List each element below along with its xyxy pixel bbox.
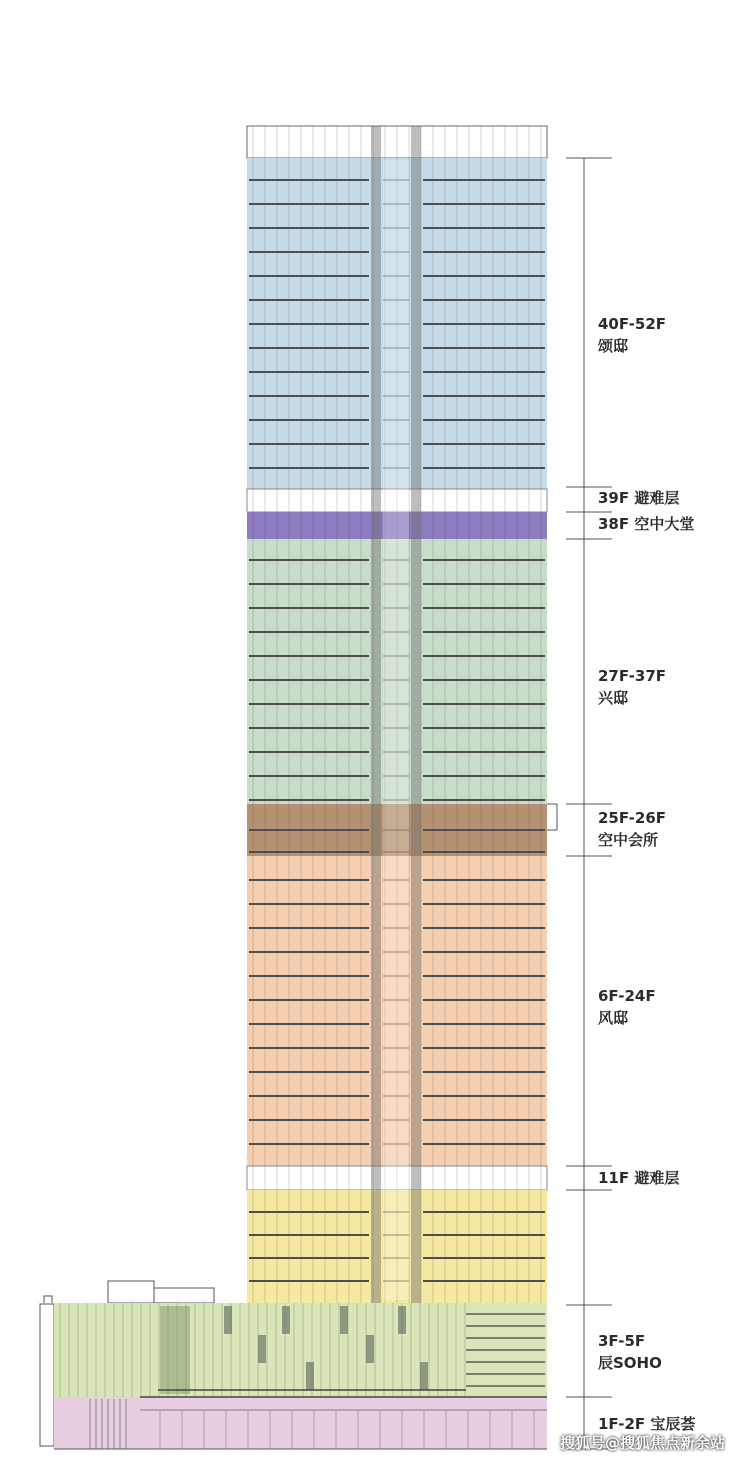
podium-panel bbox=[160, 1306, 190, 1394]
core-glazing bbox=[383, 160, 409, 1300]
podium-window bbox=[398, 1306, 406, 1334]
podium-window bbox=[224, 1306, 232, 1334]
zone-floors: 38F 空中大堂 bbox=[598, 515, 695, 533]
zone-floors: 27F-37F bbox=[598, 667, 667, 685]
zone-label-27-37 bbox=[598, 665, 666, 709]
zone-label-6-24 bbox=[598, 985, 656, 1029]
zone-name: 颂邸 bbox=[598, 337, 629, 355]
watermark: 搜狐号@搜狐焦点新余站 bbox=[560, 1434, 726, 1452]
zone-label-25-26 bbox=[598, 807, 666, 851]
podium-window bbox=[258, 1335, 266, 1363]
core-column bbox=[371, 126, 381, 1303]
zone-floors: 39F 避难层 bbox=[598, 489, 680, 507]
podium-window bbox=[340, 1306, 348, 1334]
podium-window bbox=[420, 1362, 428, 1390]
zone-name: 辰SOHO bbox=[598, 1354, 662, 1372]
zone-name: 风邸 bbox=[598, 1009, 629, 1027]
zone-label-40-52 bbox=[598, 313, 666, 357]
zone-floors: 11F 避难层 bbox=[598, 1169, 680, 1187]
zone-floors: 25F-26F bbox=[598, 809, 667, 827]
zone-label-3-5 bbox=[598, 1330, 662, 1374]
podium-window bbox=[306, 1362, 314, 1390]
zone-floors: 3F-5F bbox=[598, 1332, 646, 1350]
zone-label-39 bbox=[598, 487, 679, 509]
zone-name: 空中会所 bbox=[598, 831, 659, 849]
core-column bbox=[411, 126, 421, 1303]
zone-label-38 bbox=[598, 513, 694, 535]
zone-floors: 1F-2F 宝辰荟 bbox=[598, 1415, 696, 1433]
podium-window bbox=[366, 1335, 374, 1363]
zone-band-1-2 bbox=[54, 1397, 547, 1449]
podium-window bbox=[282, 1306, 290, 1334]
zone-floors: 6F-24F bbox=[598, 987, 656, 1005]
zone-label-11 bbox=[598, 1167, 679, 1189]
zone-floors: 40F-52F bbox=[598, 315, 667, 333]
zone-name: 兴邸 bbox=[598, 689, 629, 707]
